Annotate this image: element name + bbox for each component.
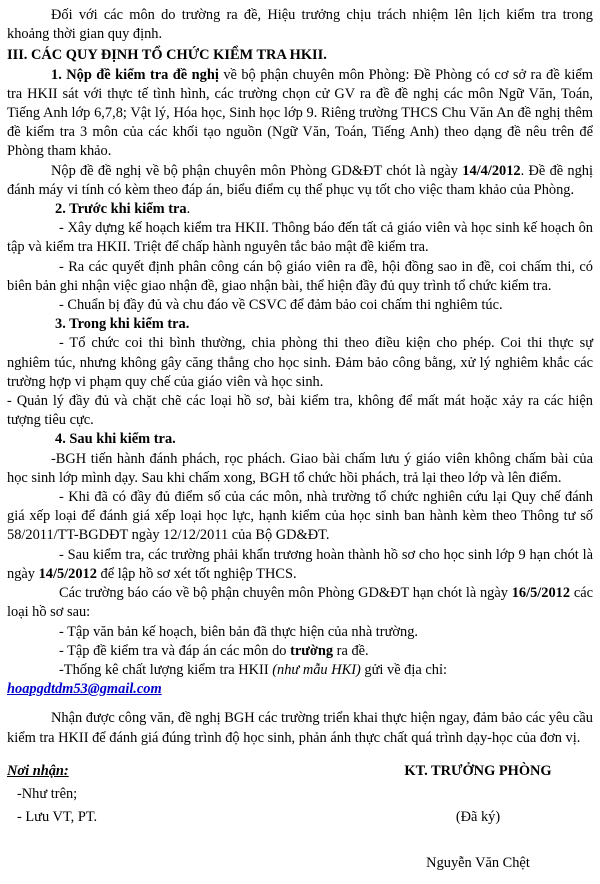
item4-p3-date: 14/5/2012 xyxy=(38,565,97,582)
signer-title: KT. TRƯỞNG PHÒNG xyxy=(404,762,552,779)
report-list-item-2 xyxy=(7,642,593,661)
item4-heading: 4. Sau khi kiểm tra. xyxy=(55,431,176,448)
item4-p3-text: - Sau kiểm tra, các trường phải khẩn trương hoàn thành hồ sơ cho học sinh lớp 9 hạn chót là ngày xyxy=(7,546,593,582)
signature-status: (Đã ký) xyxy=(455,808,501,825)
item1-paragraph xyxy=(7,66,593,162)
item1-deadline-date: 14/4/2012 xyxy=(462,162,521,179)
item1-deadline-text: Nộp đề đề nghị về bộ phận chuyên môn Phòng GD&ĐT chót là ngày xyxy=(51,162,463,179)
item3-p2: - Quản lý đầy đủ và chặt chẽ các loại hồ sơ, bài kiểm tra, không để mất mát hoặc xảy ra các hiện tượng tiêu cực. xyxy=(7,393,593,429)
report-list-item-3-rest: gửi về địa chỉ: xyxy=(360,661,447,678)
item2-heading xyxy=(7,200,593,219)
item4-p4 xyxy=(7,584,593,622)
item4-p3 xyxy=(7,546,593,584)
item1-text: về bộ phận chuyên môn Phòng: Đề Phòng có cơ sở ra đề kiểm tra HKII sát với thực tế tình hình, các trường chọn cử GV ra đề đề nghị các môn Ngữ Văn, Toán, Tiếng Anh lớp 6,7,8; Vật lý, Hóa học, Sinh học lớp 9. Riêng trường THCS Chu Văn An đề nghị thêm đề kiểm tra 3 môn của các khối tạo nguồn (Ngữ Văn, Toán, Tiếng Anh) theo dạng đề nêu trên để Phòng tham khảo. xyxy=(7,66,593,160)
item1-deadline-rest: . Đề đề nghị đánh máy vi tính có kèm theo đáp án, biểu điểm cụ thể phục vụ tốt cho việc tham khảo của Phòng. xyxy=(7,162,594,198)
item1-deadline xyxy=(7,162,593,200)
report-list-item-3-italic: (như mẫu HKI) xyxy=(272,661,361,678)
item4-p4-rest: các loại hồ sơ sau: xyxy=(7,585,593,621)
email-link[interactable]: hoapgdtdm53@gmail.com xyxy=(7,681,162,698)
intro-paragraph: Đối với các môn do trường ra đề, Hiệu trưởng chịu trách nhiệm lên lịch kiểm tra trong khoảng thời gian quy định. xyxy=(7,7,593,43)
item2-label: 2. Trước khi kiểm tra xyxy=(55,201,187,218)
report-list-item-2-text: - Tập đề kiểm tra và đáp án các môn do xyxy=(59,642,291,659)
recipient-item: -Như trên; xyxy=(17,785,78,802)
section-heading: III. CÁC QUY ĐỊNH TỔ CHỨC KIỂM TRA HKII. xyxy=(7,47,327,64)
signature-block xyxy=(7,762,593,874)
report-list-item-1: - Tập văn bản kế hoạch, biên bản đã thực hiện của nhà trường. xyxy=(59,623,418,640)
report-list-item-3 xyxy=(7,661,593,680)
recipients-label: Nơi nhận: xyxy=(7,762,69,779)
item4-p3-rest: để lập hồ sơ xét tốt nghiệp THCS. xyxy=(96,565,297,582)
item2-p2: - Ra các quyết định phân công cán bộ giáo viên ra đề, hội đồng sao in đề, coi chấm thi, có biên bản ghi nhận việc giao nhận đề, giao nhận bài, thể hiện đầy đủ quy trình tổ chức kiểm tra. xyxy=(7,258,593,294)
item2-p3: - Chuẩn bị đầy đủ và chu đáo về CSVC để đảm bảo coi chấm thi nghiêm túc. xyxy=(59,297,503,314)
email-line xyxy=(7,680,593,699)
item4-p4-text: Các trường báo cáo về bộ phận chuyên môn Phòng GD&ĐT hạn chót là ngày xyxy=(59,585,512,602)
report-list-item-3-text: -Thống kê chất lượng kiểm tra HKII xyxy=(59,661,273,678)
recipients-block xyxy=(7,762,307,874)
item1-label: 1. Nộp đề kiểm tra đề nghị xyxy=(51,66,219,83)
item4-p1: -BGH tiến hành đánh phách, rọc phách. Giao bài chấm lưu ý giáo viên không chấm bài của học sinh lớp mình dạy. Sau khi chấm xong, BGH tổ chức hồi phách, trả lại theo lớp và lên điểm. xyxy=(7,450,593,486)
signer-block xyxy=(363,762,593,874)
item4-p4-date: 16/5/2012 xyxy=(511,585,571,602)
signer-name: Nguyễn Văn Chệt xyxy=(426,855,530,872)
recipient-item: - Lưu VT, PT. xyxy=(17,809,98,826)
item3-p1: - Tổ chức coi thi bình thường, chia phòng thi theo điều kiện cho phép. Coi thi thực sự nghiêm túc, nhưng không gây căng thẳng cho học sinh. Đảm bảo công bằng, xử lý nghiêm khắc các trường hợp vi phạm quy chế của giáo viên và học sinh. xyxy=(7,335,593,390)
item3-heading: 3. Trong khi kiểm tra. xyxy=(55,316,190,333)
item2-p1: - Xây dựng kế hoạch kiểm tra HKII. Thông báo đến tất cả giáo viên và học sinh kế hoạch ôn tập và kiểm tra HKII. Triệt để chấp hành nguyên tắc bảo mật đề kiểm tra. xyxy=(7,220,593,256)
closing-paragraph: Nhận được công văn, đề nghị BGH các trường triển khai thực hiện ngay, đảm bảo các yêu cầu kiểm tra HKII để đánh giá đúng trình độ học sinh, phản ánh thực chất quá trình dạy-học của đơn vị. xyxy=(7,710,593,746)
report-list-item-2-bold: trường xyxy=(290,642,334,659)
item4-p2: - Khi đã có đầy đủ điểm số của các môn, nhà trường tổ chức nghiên cứu lại Quy chế đánh giá xếp loại để đánh giá xếp loại học lực, hạnh kiểm của học sinh ban hành kèm theo Thông tư số 58/2011/TT-BGDĐT ngày 12/12/2011 của Bộ GD&ĐT. xyxy=(7,489,593,544)
report-list-item-2-rest: ra đề. xyxy=(333,642,369,659)
item2-label-end: . xyxy=(186,201,191,218)
